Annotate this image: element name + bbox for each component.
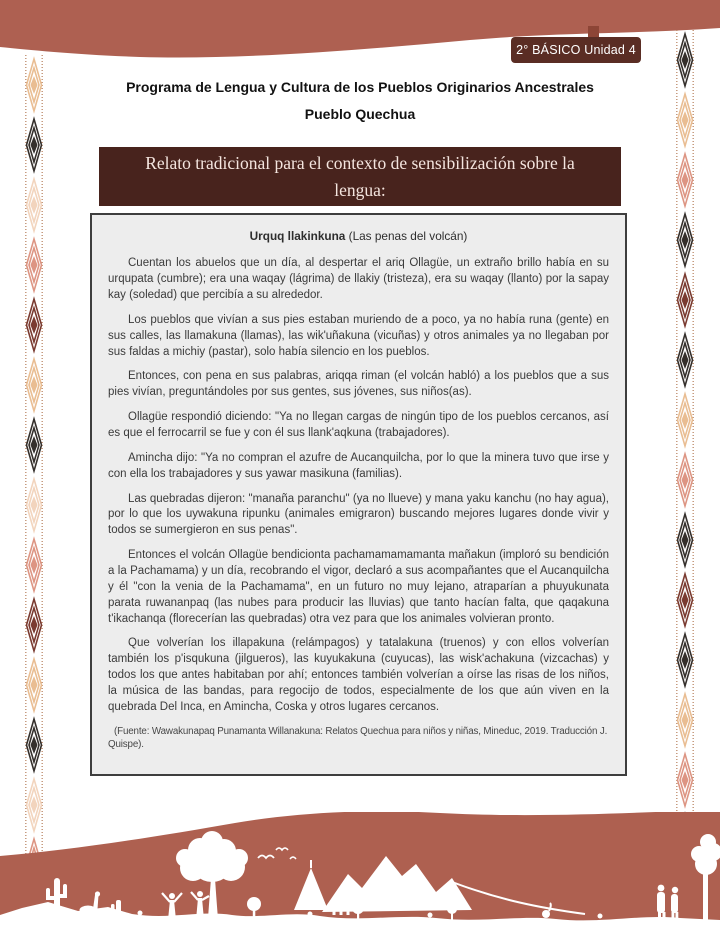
- unit-badge: [511, 37, 641, 63]
- program-title-line2: Pueblo Quechua: [304, 106, 416, 122]
- story-paragraph: Ollagüe respondió diciendo: "Ya no llegan cargas de ningún tipo de los pueblos cercanos, así es que el ferrocarril se fue y con él sus llank'aqkuna (trabajadores).: [108, 411, 609, 439]
- story-paragraph: Que volverían los illapakuna (relámpagos) y tatalakuna (truenos) y con ellos volverían también los p'isqukuna (jilgueros), las kuyukakuna (cuyucas), las wisk'achakuna (vizcachas) y todos los que antes habitaban por ahí; entonces también volverían a oírse las risas de los niños, la música de las bandas, para regocijo de todos, especialmente de los que aún viven en la quebrada Del Inca, en Amincha, Coska y otros lugares cercanos.: [108, 637, 609, 713]
- story-box: [90, 213, 627, 776]
- story-source: (Fuente: Wawakunapaq Punamanta Willanakuna: Relatos Quechua para niños y niñas, Mineduc, 2019. Traducción J. Quispe).: [108, 725, 608, 751]
- bottom-illustration: [0, 812, 720, 932]
- unit-badge-label: 2° BÁSICO Unidad 4: [516, 43, 636, 57]
- story-title-spanish: (Las penas del volcán): [345, 229, 468, 243]
- story-paragraph: Entonces, con pena en sus palabras, ariqqa riman (el volcán habló) a los pueblos que a sus pies vivían, preguntándoles por sus gentes, sus jóvenes, sus niños(as).: [108, 370, 609, 399]
- story-title: [108, 228, 609, 244]
- story-paragraph: Amincha dijo: "Ya no compran el azufre de Aucanquilcha, por lo que la minera tuvo que irse y con ella los trabajadores y sus yawar masikuna (familias).: [108, 451, 609, 480]
- story-title-quechua: Urquq llakinkuna: [249, 229, 346, 243]
- program-title: [0, 74, 720, 128]
- section-title-bar: [99, 147, 621, 206]
- section-title: Relato tradicional para el contexto de sensibilización sobre la lengua:: [145, 153, 575, 200]
- story-paragraph: Entonces el volcán Ollagüe bendicionta pachamamamamanta mañakun (imploró su bendición a la Pachamama) y un día, recobrando el vigor, declaró a sus acompañantes que el Aucanquilcha y él "con la venia de la Pachamama", en un futuro no muy lejano, atraparían a phuyukunata parata ruwananpaq (las nubes para producir las lluvias) que tanto hacían falta, que qaqakuna t'ikachanqa (florecerían las quebradas) otra vez para que los animales volvieran pronto.: [108, 549, 609, 625]
- andean-pattern-strip-right: [676, 30, 694, 818]
- story-paragraph: Los pueblos que vivían a sus pies estaban muriendo de a poco, ya no había runa (gente) en sus calles, las llamakuna (llamas), las wik'uñakuna (vicuñas) y otros animales ya no llegaban por sus faldas a michiy (pastar), solo había silencio en los pueblos.: [108, 313, 609, 358]
- story-paragraph: Las quebradas dijeron: "manaña paranchu" (ya no llueve) y mana yaku kanchu (no hay agua), por lo que los uywakuna ripunku (animales emigraron) buscando mejores lugares donde vivir y todos se sumergieron en sus penas".: [108, 492, 609, 537]
- story-paragraph: Cuentan los abuelos que un día, al despertar el ariq Ollagüe, un extraño brillo había en su urqupata (cumbre); era una waqay (lágrima) de llakiy (tristeza), era su waqay (llanto) por la sapay kay (soledad) que percibía a su alrededor.: [108, 257, 609, 301]
- program-title-line1: Programa de Lengua y Cultura de los Pueblos Originarios Ancestrales: [126, 79, 594, 95]
- andean-pattern-strip-left: [25, 55, 43, 875]
